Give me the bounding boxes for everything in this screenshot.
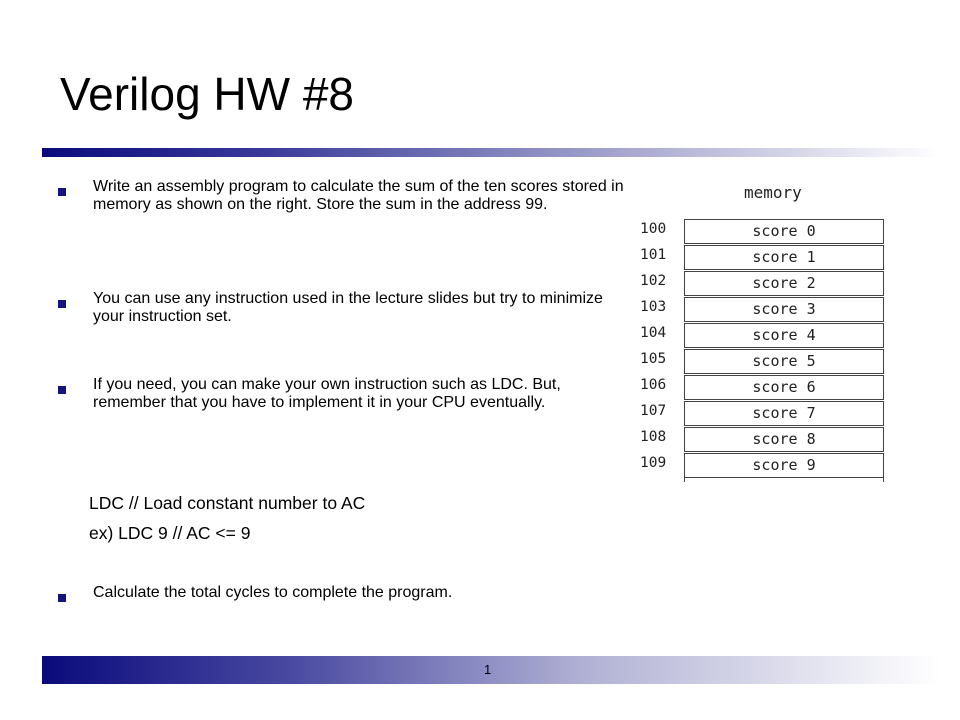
memory-cell: score 8 [684, 427, 884, 452]
memory-cell: score 7 [684, 401, 884, 426]
code-line-2: ex) LDC 9 // AC <= 9 [89, 523, 251, 543]
memory-address: 101 [640, 247, 667, 263]
memory-address: 102 [640, 273, 667, 289]
memory-cell: score 3 [684, 297, 884, 322]
memory-address: 109 [640, 455, 667, 471]
memory-continuation [684, 476, 884, 482]
bullet-square-icon [58, 300, 66, 308]
bullet-text: Calculate the total cycles to complete the program. [93, 584, 453, 601]
page-number: 1 [484, 662, 492, 677]
bullet-item-3 [58, 376, 638, 412]
memory-cell: score 4 [684, 323, 884, 348]
bullet-text: Write an assembly program to calculate the sum of the ten scores stored in memory as shown on the right. Store the sum in the address 99. [93, 178, 624, 213]
memory-cell: score 5 [684, 349, 884, 374]
code-line-1: LDC // Load constant number to AC [89, 493, 366, 513]
bullet-item-4 [58, 584, 638, 602]
bullet-item-1 [58, 178, 638, 214]
memory-address: 108 [640, 429, 667, 445]
memory-cell: score 0 [684, 219, 884, 244]
bullet-text: If you need, you can make your own instruction such as LDC. But, remember that you have to implement it in your CPU eventually. [93, 376, 561, 411]
memory-cell: score 6 [684, 375, 884, 400]
bullet-square-icon [58, 594, 66, 602]
memory-address: 105 [640, 351, 667, 367]
bullet-text: You can use any instruction used in the lecture slides but try to minimize your instruction set. [93, 290, 603, 325]
bullet-square-icon [58, 386, 66, 394]
memory-address: 100 [640, 221, 667, 237]
memory-address: 103 [640, 299, 667, 315]
bullet-square-icon [58, 188, 66, 196]
slide-title: Verilog HW #8 [60, 68, 355, 120]
memory-address: 106 [640, 377, 667, 393]
memory-address: 104 [640, 325, 667, 341]
memory-cell: score 1 [684, 245, 884, 270]
title-divider-bar [42, 148, 940, 157]
memory-cell: score 2 [684, 271, 884, 296]
memory-cell: score 9 [684, 453, 884, 478]
memory-address: 107 [640, 403, 667, 419]
memory-title: memory [744, 183, 802, 202]
bullet-item-2 [58, 290, 638, 326]
